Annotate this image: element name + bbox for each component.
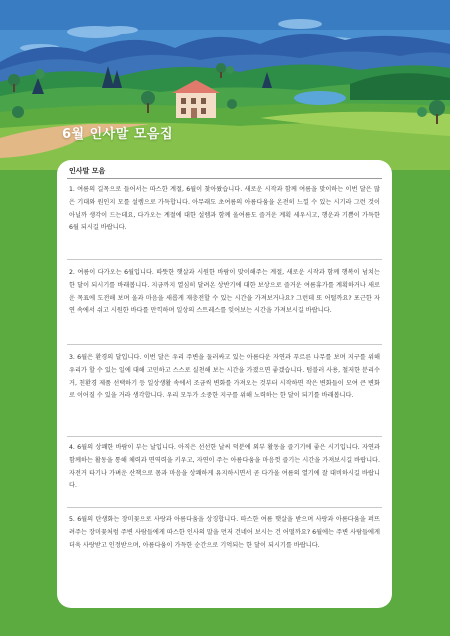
divider [67,507,382,508]
greeting-3: 3. 6월은 환경의 달입니다. 이번 달은 우리 주변을 둘러싸고 있는 아름다운 자연과 푸르른 나무를 보며 지구를 위해 우리가 할 수 있는 일에 대해 고민하고 스스로 실천해 보는 시간을 가졌으면 좋겠습니다. 텀블러 사용, 철저한 분리수거, 친환경 제품 선택하기 등 일상생활 속에서 조금씩 변화를 가져오는 것부터 시작하면 작은 변화들이 모여 큰 변화로 이어질 수 있을 거라 생각합니다. 우리 모두가 소중한 지구를 위해 노력하는 한 달이 되기를 바래봅니다. [69,354,380,400]
greeting-4: 4. 6월의 상쾌한 바람이 부는 날입니다. 아직은 선선한 날씨 덕분에 외부 활동을 즐기기에 좋은 시기입니다. 자연과 함께하는 활동을 통해 체력과 면역력을 키우고, 자연이 주는 아름다움을 마음껏 즐기는 시간을 가져보시길 바랍니다. 자전거 타기나 가벼운 산책으로 몸과 마음을 상쾌하게 유지하시면서 곧 다가올 여름의 열기에 잘 대비하시길 바랍니다. [69,444,380,490]
card-divider [67,178,382,179]
greetings-card [57,160,392,608]
greeting-1: 1. 여름의 길목으로 들어서는 따스한 계절, 6월이 찾아왔습니다. 새로운 시작과 함께 여름을 맞이하는 이번 달은 많은 기대와 원인지 모를 설렘으로 가득합니다. 아무래도 초여름의 아름다움을 온전히 느낄 수 있는 시기라 그런 것이 아닐까 생각이 드는데요, 다가오는 계절에 대한 설렘과 함께 올여름도 즐거운 계획 세우시고, 행운과 기쁨이 가득한 6월 되시길 바랍니다. [69,186,380,232]
divider [67,259,382,260]
greeting-5: 5. 6월의 탄생화는 장미꽃으로 사랑과 아름다움을 상징합니다. 따스한 여름 햇살을 받으며 사랑과 아름다움을 퍼뜨려주는 장미꽃처럼 주변 사람들에게 따스한 인사의 말을 먼저 건네어 보시는 건 어떨까요? 6월에는 주변 사람들에게 더욱 사랑받고 인정받으며, 아름다움이 가득한 순간으로 기억되는 한 달이 되시기를 바랍니다. [69,516,380,549]
divider [67,344,382,345]
greeting-2: 2. 여름이 다가오는 6월입니다. 따뜻한 햇살과 시원한 바람이 맞이해주는 계절, 새로운 시작과 함께 행복이 넘치는 한 달이 되시기를 바래봅니다. 지금까지 열심히 달려온 상반기에 대한 보상으로 즐거운 여름휴가를 계획하거나 새로운 목표에 도전해 보며 올과 마음을 새롭게 재충전할 수 있는 시간을 가져보거나요? 그런데 또 어떨까요? 포근한 자연 속에서 쉬고 시원한 바다를 만끽하며 일상의 스트레스를 잊어보는 시간을 가져보시길 바랍니다. [69,269,380,315]
card-label: 인사말 모음 [69,167,106,175]
page-title: 6월 인사말 모음집 [62,127,174,142]
divider [67,436,382,437]
